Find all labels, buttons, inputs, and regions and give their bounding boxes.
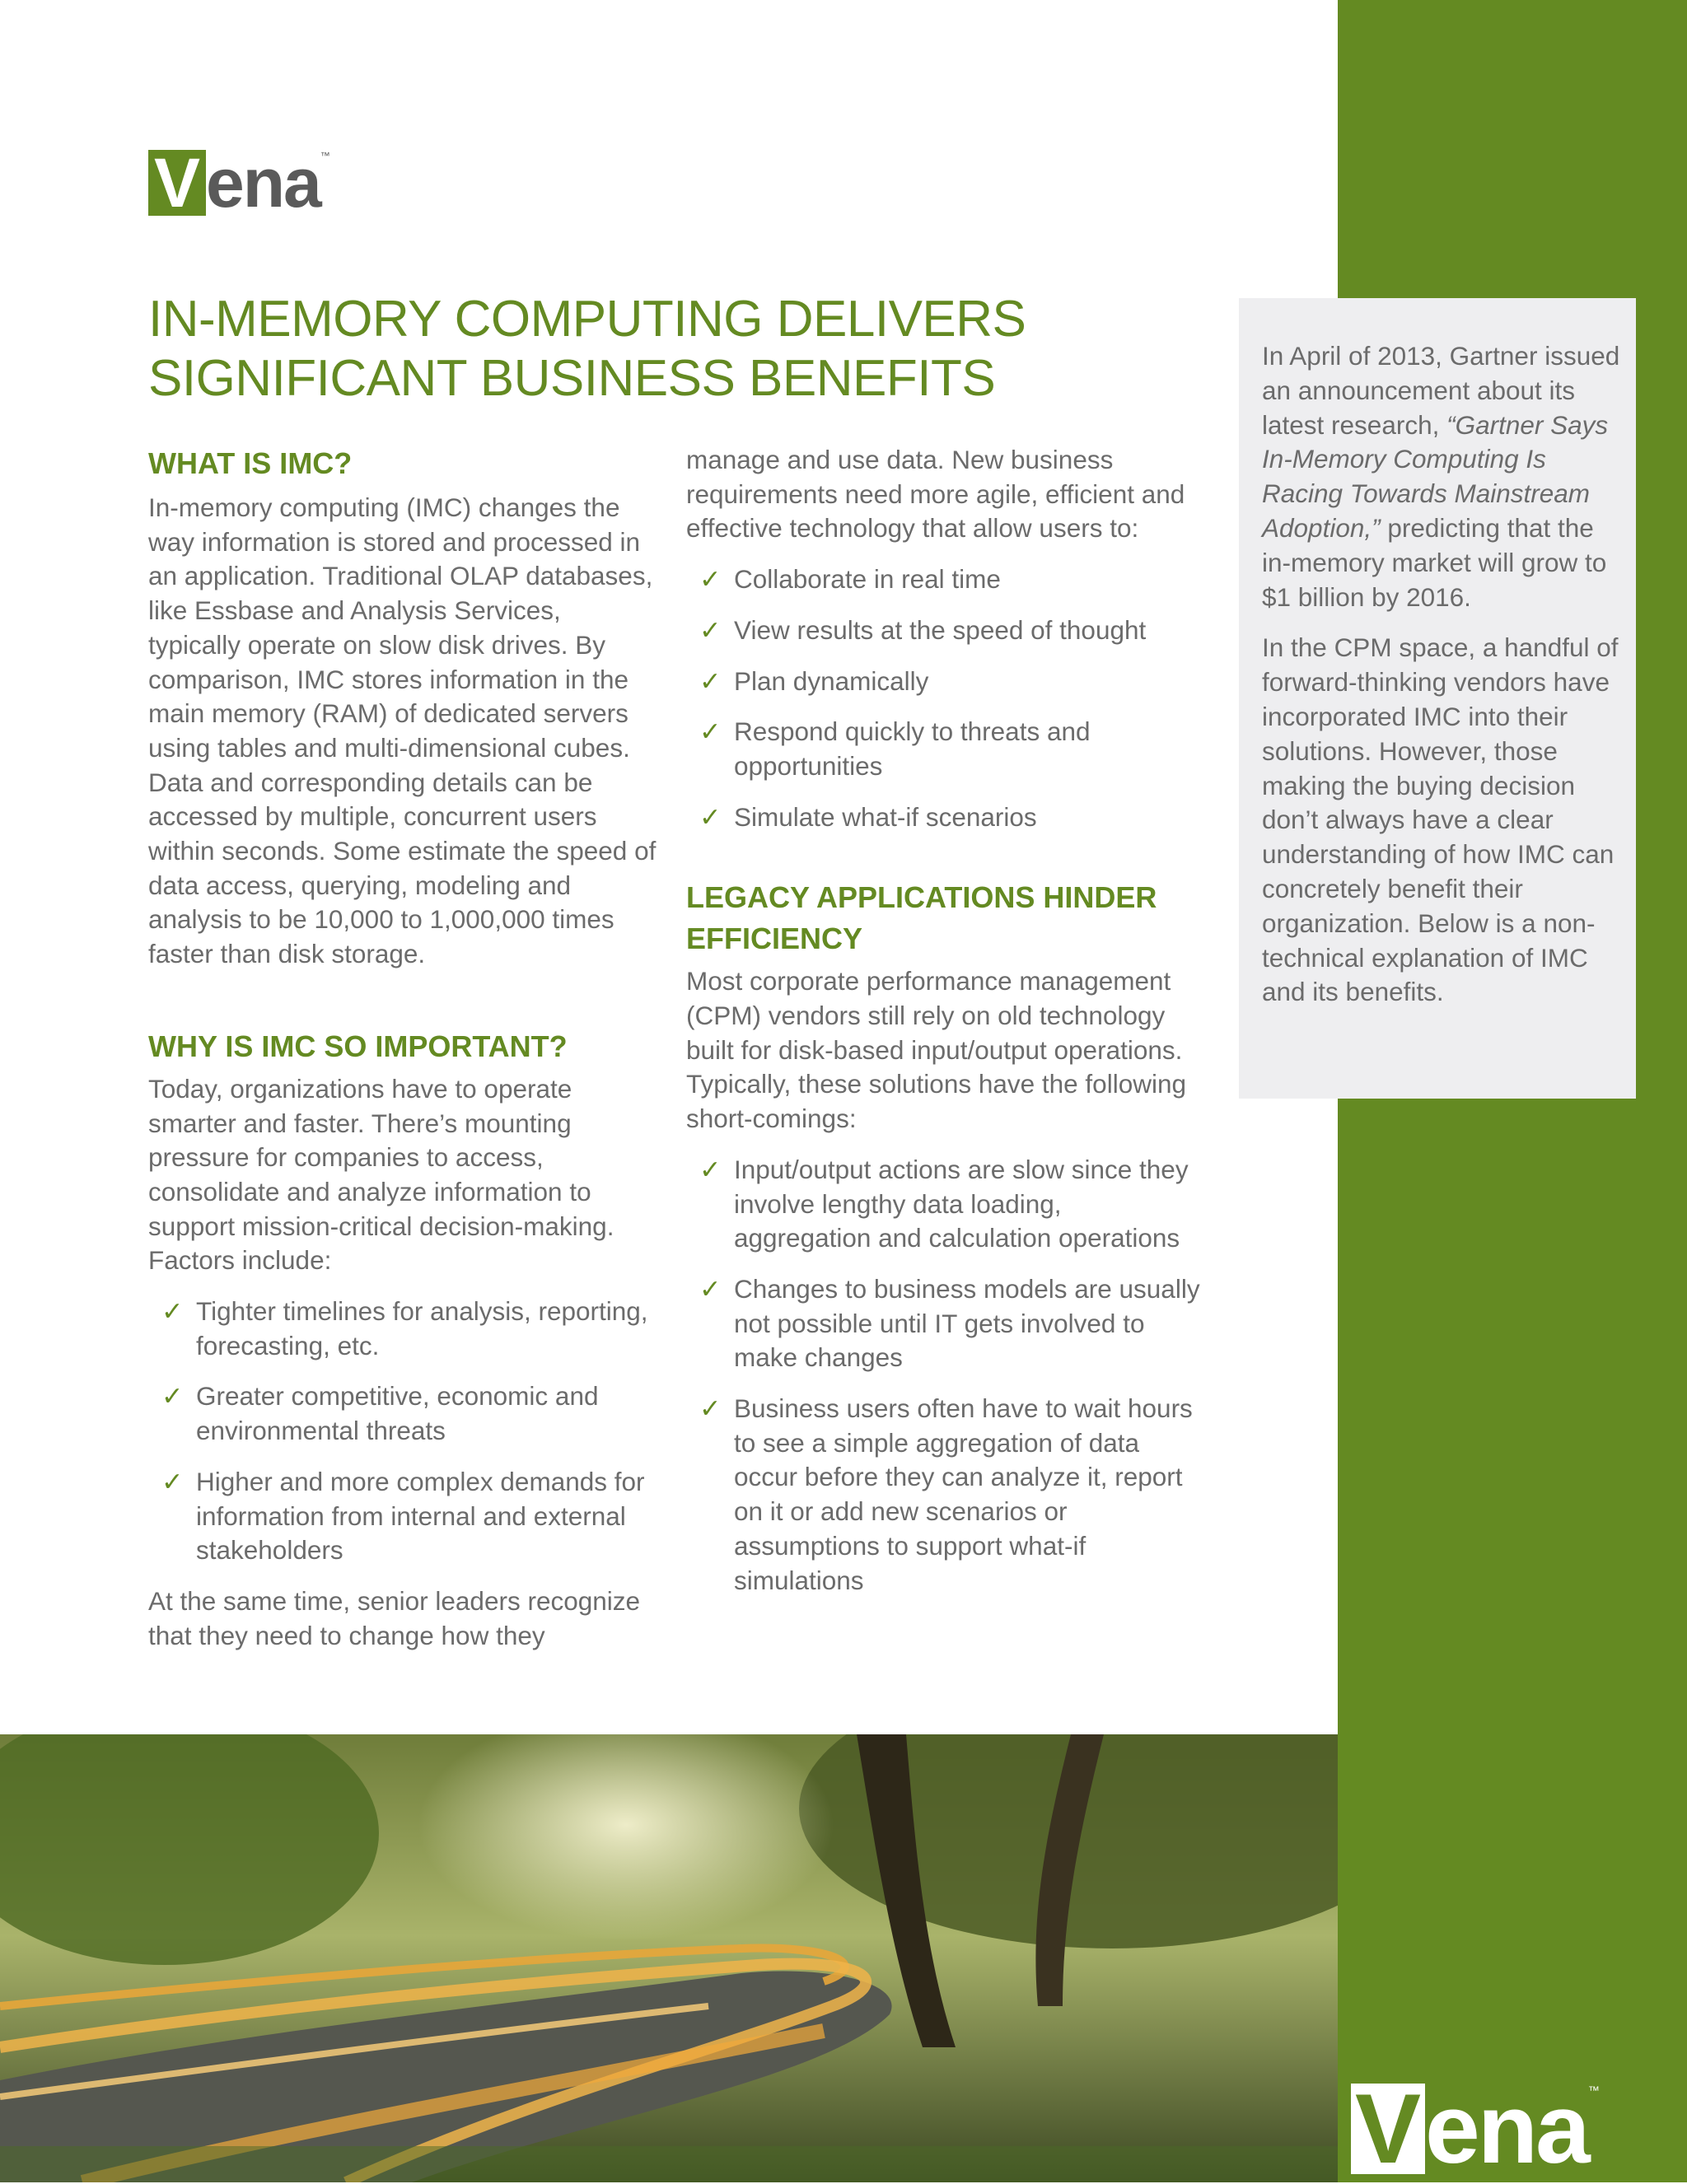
list-item: ✓ Collaborate in real time <box>686 562 1205 597</box>
legacy-heading: LEGACY APPLICATIONS HINDER EFFICIENCY <box>686 880 1157 956</box>
list-item: ✓ Greater competitive, economic and environmental threats <box>161 1381 599 1446</box>
list-item: ✓ Higher and more complex demands for information from internal and external stakeholders <box>161 1466 645 1566</box>
check-icon: ✓ <box>699 1393 722 1424</box>
column-left <box>148 443 659 1653</box>
list-item: ✓ Tighter timelines for analysis, reporting, forecasting, etc. <box>161 1296 648 1360</box>
list-item: ✓ Changes to business models are usually not possible until IT gets involved to make changes <box>699 1273 1200 1373</box>
vena-logo-footer: Vena™ <box>1351 2084 1600 2174</box>
why-intro: Today, organizations have to operate smarter and faster. There’s mounting pressure for companies to access, consolidate and analyze information to support mission-critical decision-making. Factors include: <box>148 1073 615 1276</box>
vena-logo: Vena™ <box>148 150 330 216</box>
check-icon: ✓ <box>161 1381 184 1412</box>
legacy-intro: Most corporate performance management (CPM) vendors still rely on old technology built for disk-based input/output operations. Typically, these solutions have the following short-comings: <box>686 966 1187 1134</box>
list-item: ✓ Respond quickly to threats and opportunities <box>699 716 1091 781</box>
capabilities-list <box>686 562 1205 834</box>
sidebar-paragraph-1: In April of 2013, Gartner issued an announcement about its latest research, “Gartner Says In-Memory Computing Is Racing Towards Mainstream Adoption,” predicting that the in-memory market will grow to $1 billion by 2016. <box>1262 341 1620 612</box>
sidebar-paragraph-2: In the CPM space, a handful of forward-thinking vendors have incorporated IMC into their solutions. However, those making the buying decision don’t always have a clear understanding of how IMC can concretely benefit their organization. Below is a non-technical explanation of IMC and its benefits. <box>1262 632 1619 1007</box>
list-item: ✓ Simulate what-if scenarios <box>686 800 1205 835</box>
check-icon: ✓ <box>699 614 722 645</box>
why-outro: At the same time, senior leaders recognize that they need to change how they <box>148 1585 641 1650</box>
road-illustration <box>0 1734 1338 2182</box>
check-icon: ✓ <box>699 716 722 747</box>
check-icon: ✓ <box>699 1273 722 1304</box>
why-heading: WHY IS IMC SO IMPORTANT? <box>148 1029 568 1063</box>
gartner-quote: “Gartner Says In-Memory Computing Is Racing Towards Mainstream Adoption,” <box>1262 409 1609 543</box>
road-photo <box>0 1734 1338 2182</box>
check-icon: ✓ <box>699 665 722 696</box>
check-icon: ✓ <box>161 1466 184 1496</box>
check-icon: ✓ <box>161 1296 184 1327</box>
what-body: In-memory computing (IMC) changes the way information is stored and processed in an application. Traditional OLAP databases, like Essbase and Analysis Services, typically operate on slow disk drives. By comparison, IMC stores information in the main memory (RAM) of dedicated servers using tables and multi-dimensional cubes. Data and corresponding details can be accessed by multiple, concurrent users within seconds. Some estimate the speed of data access, querying, modeling and analysis to be 10,000 to 1,000,000 times faster than disk storage. <box>148 492 657 969</box>
shortcomings-list <box>686 1153 1205 1598</box>
list-item: ✓ View results at the speed of thought <box>686 614 1205 648</box>
check-icon: ✓ <box>699 801 722 832</box>
what-heading: WHAT IS IMC? <box>148 446 353 480</box>
page-title <box>148 290 1301 408</box>
title-line-2: SIGNIFICANT BUSINESS BENEFITS <box>148 350 996 407</box>
why-continued: manage and use data. New business requirements need more agile, efficient and effective technology that allow users to: <box>686 445 1185 544</box>
sidebar-callout <box>1239 298 1636 1099</box>
list-item: ✓ Business users often have to wait hours to see a simple aggregation of data occur before they can analyze it, report on it or add new scenarios or assumptions to support what-if simulations <box>699 1393 1193 1595</box>
check-icon: ✓ <box>699 564 722 595</box>
list-item: ✓ Plan dynamically <box>686 665 1205 699</box>
list-item: ✓ Input/output actions are slow since they involve lengthy data loading, aggregation and calculation operations <box>699 1154 1189 1253</box>
factors-list <box>148 1295 659 1568</box>
check-icon: ✓ <box>699 1154 722 1184</box>
column-middle <box>686 443 1205 1598</box>
title-line-1: IN-MEMORY COMPUTING DELIVERS <box>148 291 1026 348</box>
